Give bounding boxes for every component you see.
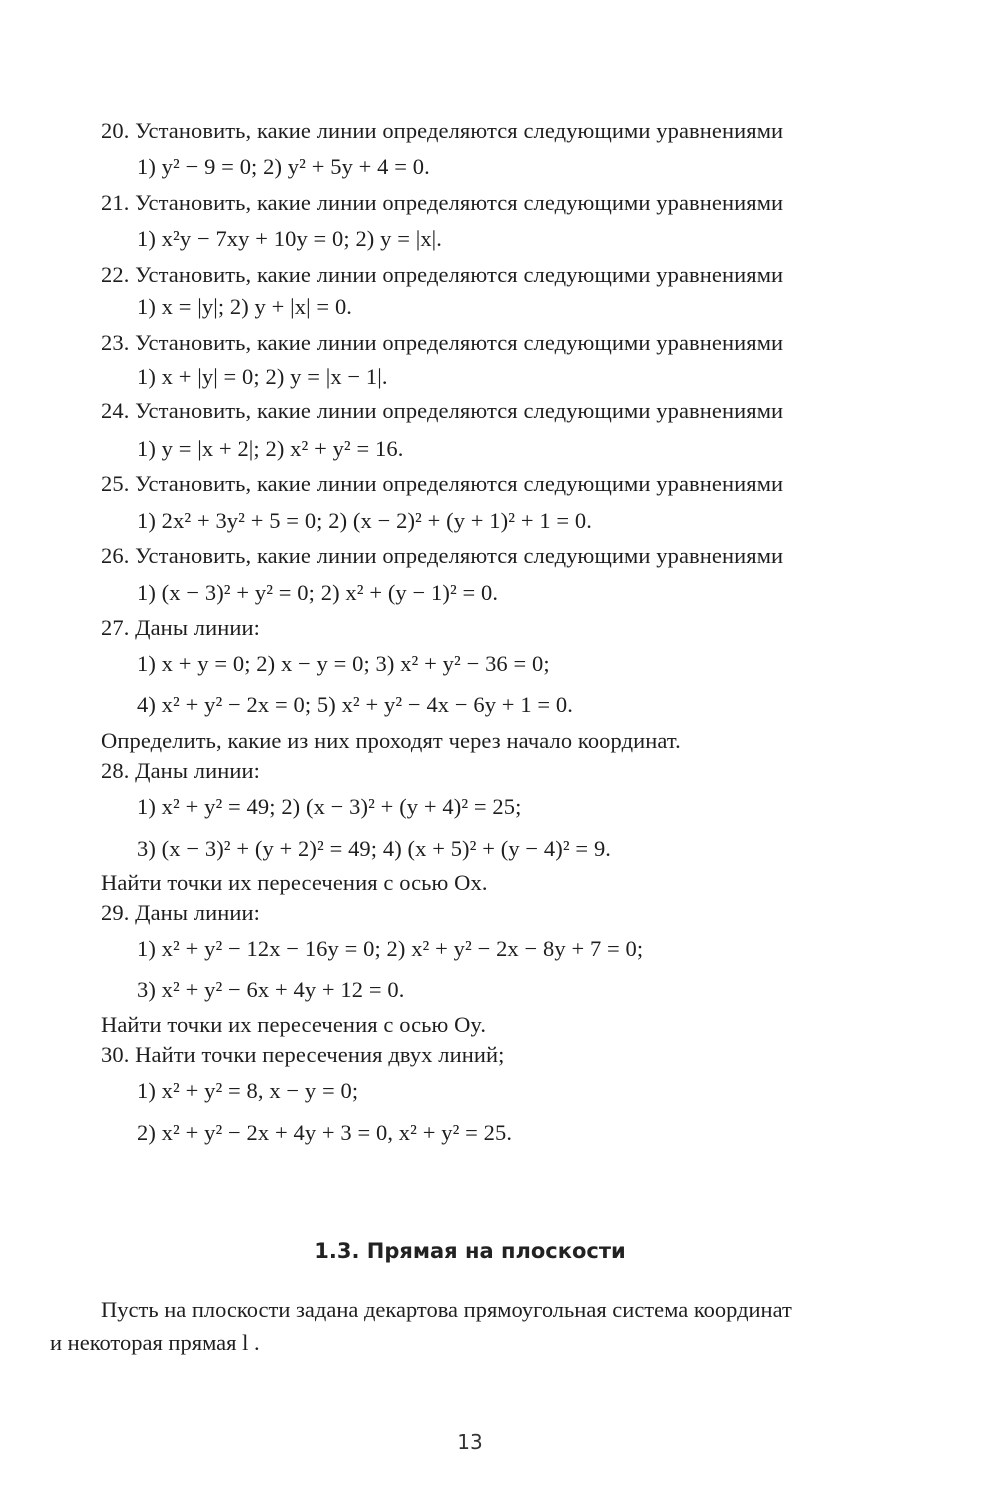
exercise-line-p23-eq: 1) x + |y| = 0; 2) y = |x − 1|. <box>137 364 388 389</box>
exercise-line-p28-q: 28. Даны линии: <box>101 758 261 783</box>
exercise-line-p28-eq2: 3) (x − 3)² + (y + 2)² = 49; 4) (x + 5)² + (y − 4)² = 9. <box>137 836 612 861</box>
exercise-line-p27-q: 27. Даны линии: <box>101 615 261 640</box>
exercise-line-p29-task: Найти точки их пересечения с осью Oy. <box>101 1012 487 1037</box>
exercise-line-p28-eq1: 1) x² + y² = 49; 2) (x − 3)² + (y + 4)² = 25; <box>137 794 522 819</box>
exercise-line-p30-q: 30. Найти точки пересечения двух линий; <box>101 1042 505 1067</box>
exercise-line-p24-eq: 1) y = |x + 2|; 2) x² + y² = 16. <box>137 436 404 461</box>
exercise-line-p27-eq1: 1) x + y = 0; 2) x − y = 0; 3) x² + y² − 36 = 0; <box>137 651 550 676</box>
section-heading: 1.3. Прямая на плоскости <box>314 1239 626 1263</box>
exercise-line-p28-task: Найти точки их пересечения с осью Ox. <box>101 870 488 895</box>
page-number: 13 <box>457 1430 483 1454</box>
exercise-line-p20-q: 20. Установить, какие линии определяются следующими уравнениями <box>101 118 784 143</box>
exercise-line-p21-eq: 1) x²y − 7xy + 10y = 0; 2) y = |x|. <box>137 226 442 251</box>
exercise-line-p30-eq1: 1) x² + y² = 8, x − y = 0; <box>137 1078 359 1103</box>
exercise-line-p25-eq: 1) 2x² + 3y² + 5 = 0; 2) (x − 2)² + (y + 1)² + 1 = 0. <box>137 508 593 533</box>
exercise-line-p30-eq2: 2) x² + y² − 2x + 4y + 3 = 0, x² + y² = 25. <box>137 1120 513 1145</box>
exercise-line-p20-eq: 1) y² − 9 = 0; 2) y² + 5y + 4 = 0. <box>137 154 430 179</box>
exercise-line-p22-eq: 1) x = |y|; 2) y + |x| = 0. <box>137 294 353 319</box>
section-paragraph-line-1: Пусть на плоскости задана декартова прямоугольная система координат <box>101 1297 792 1322</box>
exercise-line-p29-eq1: 1) x² + y² − 12x − 16y = 0; 2) x² + y² − 2x − 8y + 7 = 0; <box>137 936 644 961</box>
exercise-line-p25-q: 25. Установить, какие линии определяются следующими уравнениями <box>101 471 784 496</box>
exercise-line-p26-eq: 1) (x − 3)² + y² = 0; 2) x² + (y − 1)² = 0. <box>137 580 499 605</box>
exercise-line-p21-q: 21. Установить, какие линии определяются следующими уравнениями <box>101 190 784 215</box>
exercise-line-p23-q: 23. Установить, какие линии определяются следующими уравнениями <box>101 330 784 355</box>
exercise-line-p29-q: 29. Даны линии: <box>101 900 261 925</box>
exercise-line-p22-q: 22. Установить, какие линии определяются следующими уравнениями <box>101 262 784 287</box>
exercise-line-p24-q: 24. Установить, какие линии определяются следующими уравнениями <box>101 398 784 423</box>
section-paragraph-line-2: и некоторая прямая l . <box>50 1330 260 1355</box>
exercise-line-p26-q: 26. Установить, какие линии определяются следующими уравнениями <box>101 543 784 568</box>
exercise-line-p29-eq2: 3) x² + y² − 6x + 4y + 12 = 0. <box>137 977 405 1002</box>
exercise-line-p27-task: Определить, какие из них проходят через начало координат. <box>101 728 681 753</box>
exercise-line-p27-eq2: 4) x² + y² − 2x = 0; 5) x² + y² − 4x − 6y + 1 = 0. <box>137 692 573 717</box>
